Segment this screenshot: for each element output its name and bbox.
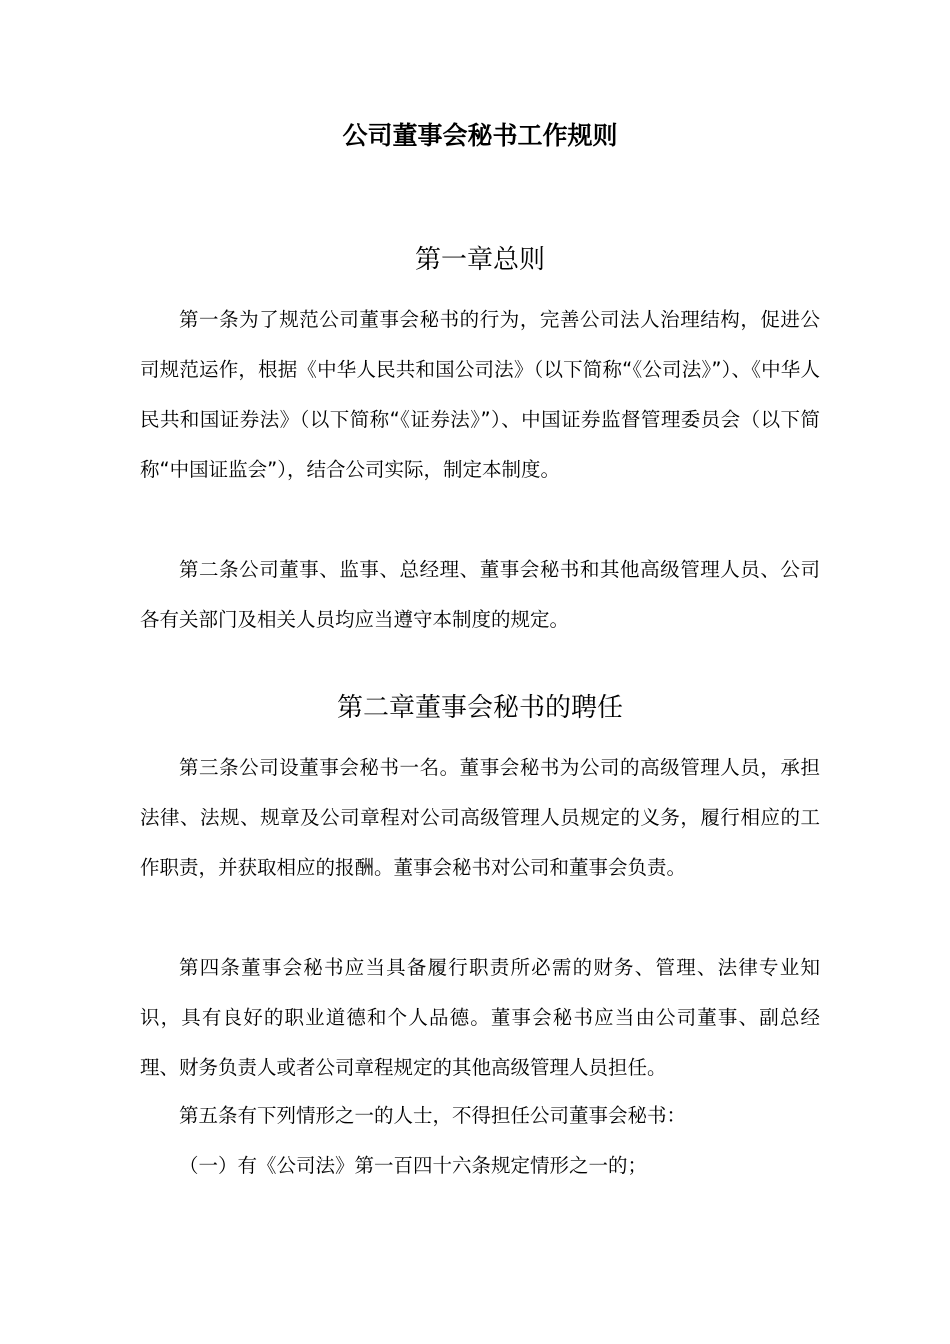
article-2-paragraph: 第二条公司董事、监事、总经理、董事会秘书和其他高级管理人员、公司各有关部门及相关人员均应当遵守本制度的规定。	[140, 558, 820, 631]
article-5-paragraph: 第五条有下列情形之一的人士，不得担任公司董事会秘书：	[179, 1104, 687, 1127]
list-item: （一）有《公司法》第一百四十六条规定情形之一的；	[179, 1154, 648, 1177]
chapter-heading-2: 第二章董事会秘书的聘任	[336, 693, 623, 723]
article-4-paragraph: 第四条董事会秘书应当具备履行职责所必需的财务、管理、法律专业知识，具有良好的职业道德和个人品德。董事会秘书应当由公司董事、副总经理、财务负责人或者公司章程规定的其他高级管理人员担任。	[140, 956, 820, 1079]
chapter-heading-1: 第一章总则	[414, 245, 545, 275]
document-title: 公司董事会秘书工作规则	[342, 121, 618, 150]
article-3-paragraph: 第三条公司设董事会秘书一名。董事会秘书为公司的高级管理人员，承担法律、法规、规章及公司章程对公司高级管理人员规定的义务，履行相应的工作职责，并获取相应的报酬。董事会秘书对公司和董事会负责。	[140, 756, 820, 879]
article-1-paragraph: 第一条为了规范公司董事会秘书的行为，完善公司法人治理结构，促进公司规范运作，根据《中华人民共和国公司法》（以下简称“《公司法》”）、《中华人民共和国证券法》（以下简称“《证券法》”）、中国证券监督管理委员会（以下简称“中国证监会”），结合公司实际，制定本制度。	[140, 308, 820, 481]
